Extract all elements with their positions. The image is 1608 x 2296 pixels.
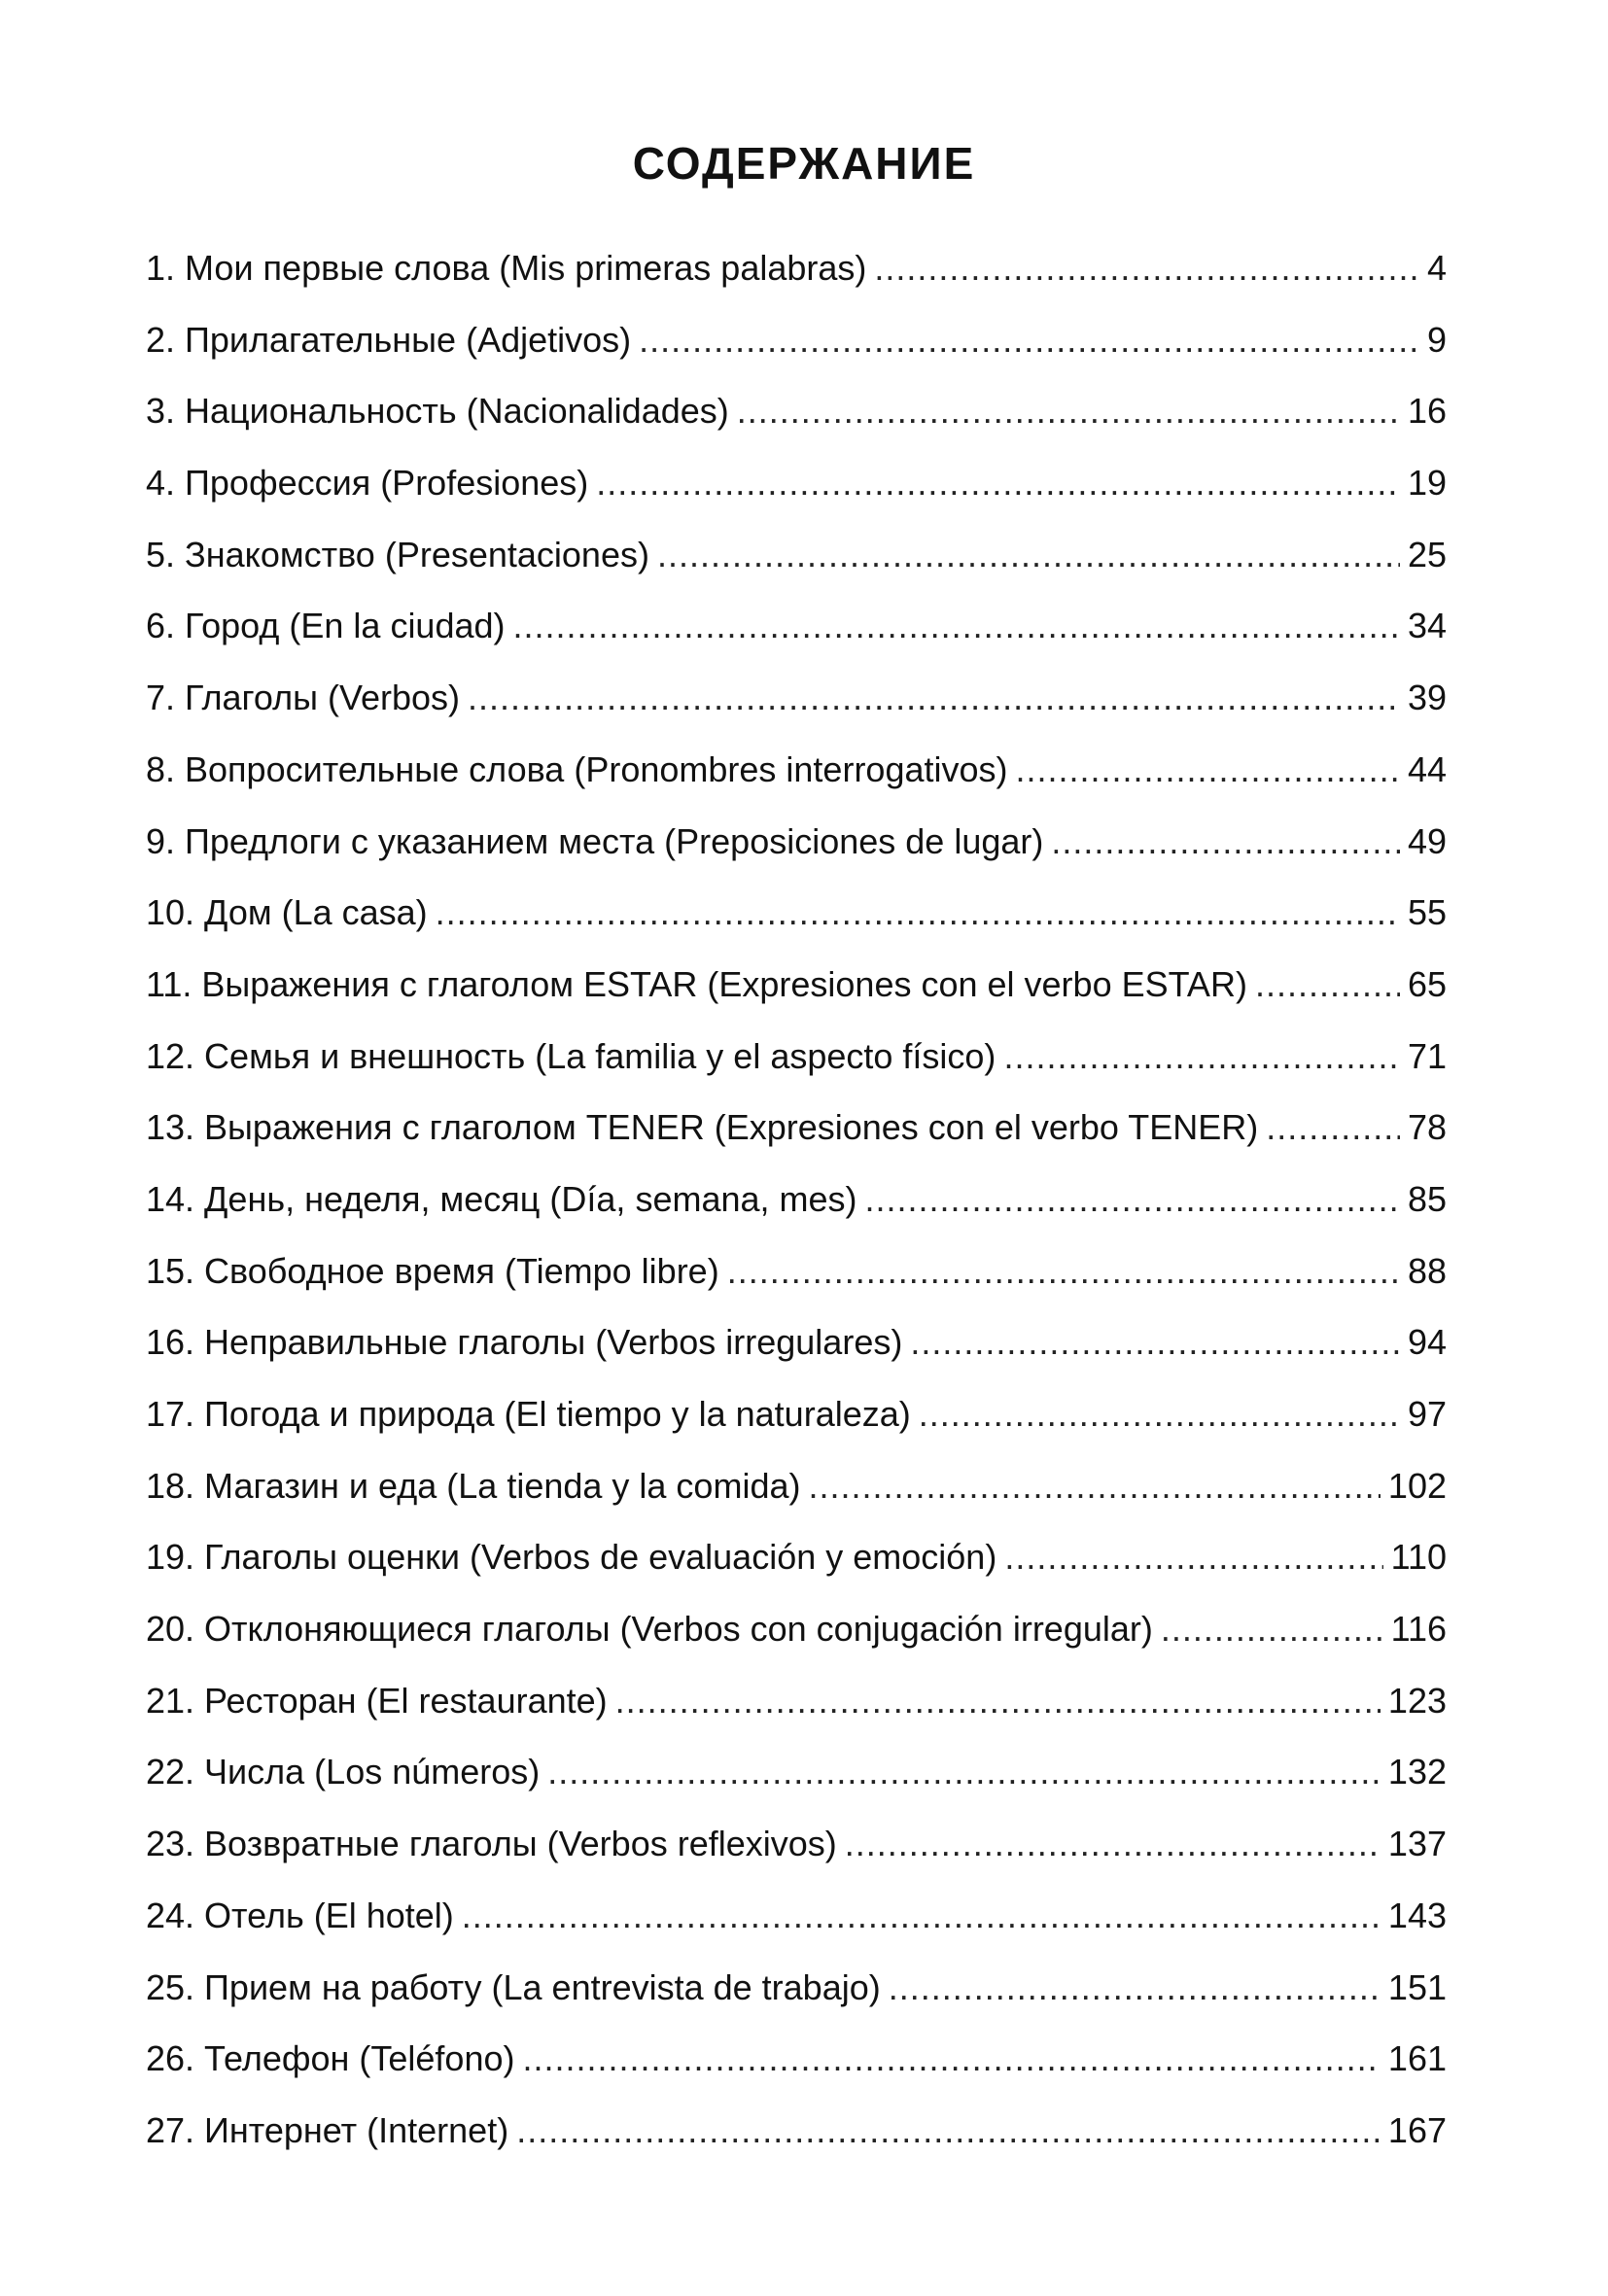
page-title: СОДЕРЖАНИЕ [632, 138, 976, 189]
toc-entry[interactable] [146, 2030, 1447, 2102]
toc-entry-page-number: 161 [1387, 2038, 1447, 2079]
dot-leader [737, 382, 1400, 440]
toc-entry-page-number: 49 [1407, 820, 1447, 861]
dot-leader [845, 1815, 1381, 1873]
toc-entry[interactable] [146, 1528, 1447, 1600]
toc-entry-title: 27. Интернет (Internet) [146, 2109, 509, 2150]
toc-entry-title: 8. Вопросительные слова (Pronombres interrogativos) [146, 748, 1008, 789]
toc-entry-page-number: 132 [1387, 1752, 1447, 1792]
dot-leader [1051, 813, 1400, 871]
toc-entry-title: 24. Отель (El hotel) [146, 1895, 454, 1935]
toc-entry[interactable] [146, 311, 1447, 383]
dot-leader [727, 1242, 1400, 1301]
dot-leader [874, 239, 1419, 297]
toc-entry-page-number: 97 [1407, 1394, 1447, 1434]
toc-entry[interactable] [146, 382, 1447, 454]
toc-entry[interactable] [146, 1457, 1447, 1529]
toc-entry-title: 19. Глаголы оценки (Verbos de evaluación y emoción) [146, 1537, 997, 1578]
toc-entry-page-number: 25 [1407, 534, 1447, 574]
toc-entry-title: 4. Профессия (Profesiones) [146, 463, 589, 504]
toc-entry-page-number: 137 [1387, 1824, 1447, 1864]
toc-entry-page-number: 94 [1407, 1322, 1447, 1363]
toc-entry-page-number: 4 [1426, 248, 1447, 288]
dot-leader [516, 2102, 1381, 2160]
toc-entry-page-number: 167 [1387, 2109, 1447, 2150]
dot-leader [919, 1385, 1400, 1444]
toc-entry-page-number: 71 [1407, 1035, 1447, 1076]
toc-entry-title: 1. Мои первые слова (Mis primeras palabras) [146, 248, 867, 288]
toc-entry[interactable] [146, 1887, 1447, 1959]
toc-entry-title: 15. Свободное время (Tiempo libre) [146, 1250, 719, 1291]
toc-entry-page-number: 88 [1407, 1250, 1447, 1291]
toc-entry[interactable] [146, 239, 1447, 311]
dot-leader [1255, 956, 1400, 1014]
dot-leader [1161, 1600, 1383, 1658]
dot-leader [615, 1672, 1381, 1730]
dot-leader [547, 1743, 1381, 1801]
toc-entry[interactable] [146, 2102, 1447, 2174]
toc-entry-title: 2. Прилагательные (Adjetivos) [146, 319, 632, 360]
toc-entry-title: 23. Возвратные глаголы (Verbos reflexivos) [146, 1824, 837, 1864]
toc-entry-page-number: 65 [1407, 963, 1447, 1004]
toc-entry[interactable] [146, 813, 1447, 885]
toc-entry-title: 9. Предлоги с указанием места (Preposiciones de lugar) [146, 820, 1044, 861]
toc-entry-title: 5. Знакомство (Presentaciones) [146, 534, 649, 574]
toc-entry-page-number: 143 [1387, 1895, 1447, 1935]
toc-entry-page-number: 9 [1426, 319, 1447, 360]
toc-entry[interactable] [146, 1600, 1447, 1672]
toc-entry[interactable] [146, 1959, 1447, 2031]
dot-leader [1016, 741, 1400, 799]
toc-entry[interactable] [146, 1815, 1447, 1887]
toc-entry-title: 11. Выражения с глаголом ESTAR (Expresiones con el verbo ESTAR) [146, 963, 1247, 1004]
toc-entry[interactable] [146, 669, 1447, 741]
toc-entry[interactable] [146, 741, 1447, 813]
toc-entry-title: 6. Город (En la ciudad) [146, 606, 506, 646]
toc-entry-page-number: 34 [1407, 606, 1447, 646]
toc-entry-title: 17. Погода и природа (El tiempo y la naturaleza) [146, 1394, 911, 1434]
toc-entry-page-number: 123 [1387, 1680, 1447, 1721]
toc-entry-title: 16. Неправильные глаголы (Verbos irregulares) [146, 1322, 903, 1363]
dot-leader [1003, 1027, 1400, 1086]
toc-entry-title: 14. День, неделя, месяц (Día, semana, mes) [146, 1178, 857, 1219]
toc-entry[interactable] [146, 956, 1447, 1027]
toc-entry-title: 12. Семья и внешность (La familia y el aspecto físico) [146, 1035, 996, 1076]
toc-entry[interactable] [146, 1098, 1447, 1170]
dot-leader [910, 1313, 1400, 1372]
toc-entry-page-number: 78 [1407, 1107, 1447, 1148]
toc-entry-title: 22. Числа (Los números) [146, 1752, 541, 1792]
dot-leader [522, 2030, 1380, 2088]
toc-entry-title: 26. Телефон (Teléfono) [146, 2038, 515, 2079]
toc-entry[interactable] [146, 1313, 1447, 1385]
toc-entry-page-number: 19 [1407, 463, 1447, 504]
dot-leader [1004, 1528, 1382, 1586]
dot-leader [462, 1887, 1381, 1945]
toc-entry-title: 25. Прием на работу (La entrevista de trabajo) [146, 1966, 881, 2007]
dot-leader [865, 1170, 1400, 1229]
dot-leader [657, 526, 1400, 584]
dot-leader [436, 884, 1400, 942]
toc-entry-page-number: 85 [1407, 1178, 1447, 1219]
toc-entry[interactable] [146, 1385, 1447, 1457]
dot-leader [639, 311, 1419, 369]
table-of-contents [146, 239, 1447, 2174]
toc-entry-page-number: 16 [1407, 391, 1447, 432]
toc-entry[interactable] [146, 884, 1447, 956]
toc-entry[interactable] [146, 1170, 1447, 1242]
toc-entry[interactable] [146, 1743, 1447, 1815]
dot-leader [468, 669, 1400, 727]
toc-entry[interactable] [146, 454, 1447, 526]
toc-entry-title: 10. Дом (La casa) [146, 892, 428, 933]
toc-entry-page-number: 116 [1390, 1609, 1447, 1650]
toc-entry-title: 20. Отклоняющиеся глаголы (Verbos con conjugación irregular) [146, 1609, 1153, 1650]
toc-entry-title: 21. Ресторан (El restaurante) [146, 1680, 608, 1721]
toc-entry-page-number: 151 [1387, 1966, 1447, 2007]
dot-leader [808, 1457, 1380, 1515]
toc-entry[interactable] [146, 526, 1447, 598]
toc-entry[interactable] [146, 597, 1447, 669]
toc-entry-page-number: 39 [1407, 678, 1447, 718]
toc-entry-title: 13. Выражения с глаголом TENER (Expresiones con el verbo TENER) [146, 1107, 1259, 1148]
toc-entry[interactable] [146, 1242, 1447, 1314]
dot-leader [1266, 1098, 1400, 1157]
toc-entry[interactable] [146, 1672, 1447, 1744]
dot-leader [596, 454, 1400, 512]
toc-entry-title: 3. Национальность (Nacionalidades) [146, 391, 729, 432]
toc-entry[interactable] [146, 1027, 1447, 1099]
toc-entry-page-number: 102 [1387, 1465, 1447, 1506]
toc-entry-page-number: 44 [1407, 748, 1447, 789]
toc-entry-page-number: 55 [1407, 892, 1447, 933]
toc-entry-title: 7. Глаголы (Verbos) [146, 678, 461, 718]
dot-leader [513, 597, 1400, 655]
dot-leader [889, 1959, 1381, 2017]
toc-entry-title: 18. Магазин и еда (La tienda y la comida) [146, 1465, 801, 1506]
toc-entry-page-number: 110 [1390, 1537, 1447, 1578]
